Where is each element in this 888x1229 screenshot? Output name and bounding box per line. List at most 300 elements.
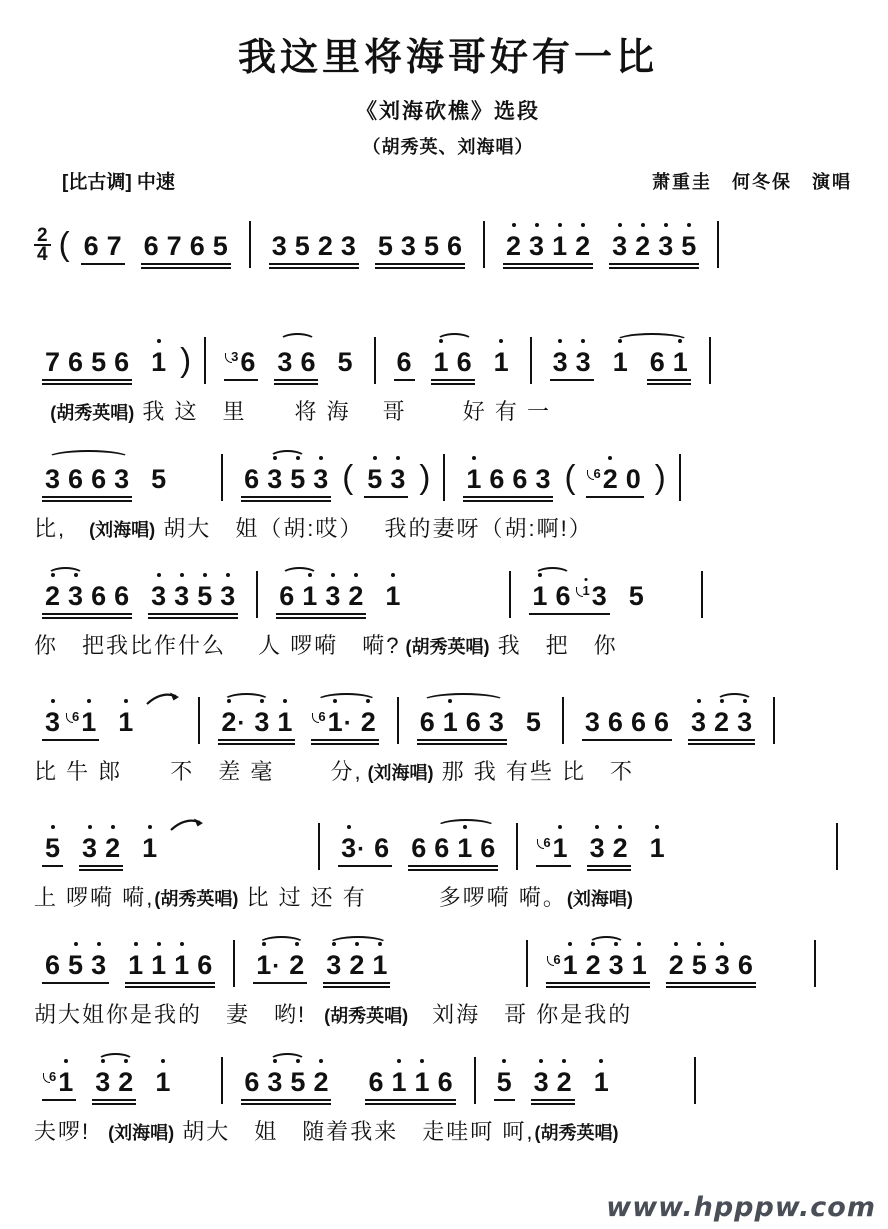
octave-dot [618,825,622,829]
beam-group [268,232,360,261]
note-digit: 3 [220,582,235,611]
score-system [34,546,862,661]
octave-dot [674,942,678,946]
note [68,708,96,737]
beam-group [41,708,100,737]
note [318,232,333,261]
note-digit: 2 [118,1068,133,1097]
note-digit: 3 [174,582,189,611]
octave-dot [697,699,701,703]
beam-line [125,982,215,984]
barline [233,940,235,987]
slur-arc [47,450,130,466]
parenthesis: ( [58,225,70,262]
note-digit: 5 [497,1068,512,1097]
note [190,232,205,261]
beam-group [80,232,126,261]
note [167,232,182,261]
note [420,708,435,737]
beam-line [536,865,570,867]
beam-group [138,834,161,863]
note [434,834,449,863]
note [434,348,449,377]
note-digit: 2 [714,708,729,737]
lyric-words: 胡大 姐（胡:哎） 我的妻呀（胡:啊!） [155,516,593,541]
note [613,348,628,377]
octave-dot [720,942,724,946]
note [341,232,356,261]
barline [679,454,681,501]
beam-line [148,617,238,619]
beam-line [92,1103,136,1105]
note [385,582,400,611]
note-digit: 6 [244,464,260,494]
octave-dot [558,825,562,829]
note-digit: 7 [45,347,61,377]
slur-arc [422,693,505,709]
note [658,232,673,261]
beam-group [333,348,356,377]
meta-row [34,167,862,194]
note [586,951,601,980]
slur-arc [615,333,689,349]
score-area [34,196,862,1147]
note-digit: 3 [82,834,97,863]
beam-line [463,500,553,502]
notes-row [34,1032,862,1110]
barline [516,823,518,870]
octave-dot [97,942,101,946]
note-digit: 6 [68,347,84,377]
note [289,951,304,980]
note-digit: 3 [488,707,504,737]
note [535,465,550,494]
slur-arc [436,333,473,349]
beam-group [223,348,259,377]
glissando-arrow-icon [144,688,184,713]
note [613,834,628,863]
singer-tag: (胡秀英唱) [306,1006,409,1026]
beam-line [375,263,465,265]
beam-group [147,348,170,377]
beam-group [322,951,391,980]
note-digit: 1 [594,1068,609,1097]
barline [474,1057,476,1104]
barline [717,221,719,268]
lyrics-line [34,884,862,913]
lyric-words: 比, [34,516,67,541]
note-digit: 1 [174,951,189,980]
beam-group [586,834,632,863]
barline [397,697,399,744]
note [325,582,340,611]
beam-line [92,1099,136,1101]
note-digit: 6 [368,1067,384,1097]
beam-line [666,982,756,984]
beam-line [417,739,507,741]
note-digit: 6 [607,707,623,737]
note-digit: 0 [625,464,641,494]
beam-group [114,708,137,737]
notes-row [34,196,862,274]
note [737,708,752,737]
note-digit: 1 [552,232,567,261]
beam-group [528,582,610,611]
note-digit: 1 [81,708,96,737]
note [118,1068,133,1097]
beam-line [338,865,392,867]
beam-line [666,986,756,988]
note-digit: 6 [189,231,205,261]
beam-group [416,708,508,737]
octave-dot [502,1059,506,1063]
note-digit: 3 [658,232,673,261]
beam-line [269,263,359,265]
barline [814,940,816,987]
note [497,1068,512,1097]
note [91,465,106,494]
lyrics-line [34,515,862,544]
note-digit: 6 [68,464,84,494]
note [128,951,143,980]
note [575,232,590,261]
note [367,465,382,494]
note-digit: 6 [653,707,669,737]
note [669,951,684,980]
note-digit: 3 [534,1068,549,1097]
note-digit: 5 [212,231,228,261]
note [378,232,393,261]
note-digit: 3 [590,834,605,863]
note-digit: 6 [83,231,99,261]
octave-dot [88,825,92,829]
barline [204,337,206,384]
note-digit: 6 [396,347,412,377]
beam-line [141,267,231,269]
note [673,348,688,377]
beam-line [125,986,215,988]
note [738,951,753,980]
beam-group [363,465,409,494]
beam-group [646,348,692,377]
note-digit: 5 [681,232,696,261]
note-digit: 3 [576,348,591,377]
beam-group [41,1068,77,1097]
beam-line [241,496,331,498]
note-digit: 3 [326,951,341,980]
notes-row [34,312,862,390]
barline [773,697,775,744]
note-digit: 2 [45,582,60,611]
note-digit: 2 [289,951,304,980]
note-digit: 3 [691,708,706,737]
grace-note: 6 [593,466,601,481]
note-digit: 5 [337,347,353,377]
note-digit: 5 [367,465,382,494]
note-digit: 3 [95,1068,110,1097]
barline [443,454,445,501]
barline [221,454,223,501]
note-digit: 3 [584,707,600,737]
octave-dot [74,942,78,946]
beam-line [269,267,359,269]
note [349,951,364,980]
note [45,834,60,863]
note [220,582,235,611]
note-digit: 6 [279,581,295,611]
note [489,708,504,737]
notes-row [34,663,862,750]
note [539,834,567,863]
parenthesis: ) [654,458,666,495]
notes-row [34,789,862,876]
beam-group [407,834,499,863]
singer-tag: (刘海唱) [66,520,156,540]
note [361,708,376,737]
slur-arc [269,450,306,466]
note [681,232,696,261]
note [348,582,363,611]
note [244,465,259,494]
grace-note: 3 [231,349,239,364]
note [68,951,83,980]
note [295,232,310,261]
octave-dot [373,456,377,460]
beam-line [365,1099,455,1101]
octave-dot [664,223,668,227]
beam-group [646,834,669,863]
note [443,708,458,737]
note [397,348,412,377]
note [553,348,568,377]
note [692,951,707,980]
beam-group [625,582,648,611]
note-digit: 1 [151,348,166,377]
note [650,834,665,863]
note-digit: 1 [302,582,317,611]
note-digit: 3 [271,231,287,261]
beam-line [42,1099,76,1101]
note [174,951,189,980]
beam-line [218,739,295,741]
note [506,232,521,261]
beam-group [275,582,367,611]
beam-line [42,383,132,385]
note [151,951,166,980]
grace-note: 6 [318,709,326,724]
note-digit: 6 [737,950,753,980]
beam-line [365,1103,455,1105]
beam-line [609,267,699,269]
beam-group [462,465,554,494]
note [221,708,246,737]
lyric-words: 上 啰嗬 嗬, [34,885,155,910]
note [714,708,729,737]
lyrics-line [34,282,862,310]
note-digit: 3 [151,582,166,611]
beam-line [408,869,498,871]
note-digit: 2 [613,834,628,863]
lyric-words: 我 这 里 将 海 哥 好 有 一 [134,399,552,424]
slur-arc [328,936,388,952]
octave-dot [558,339,562,343]
note [213,232,228,261]
beam-group [585,465,644,494]
note [45,348,60,377]
note-digit: 6 [555,581,571,611]
note-digit: 3 [390,465,405,494]
beam-line [586,496,643,498]
beam-group [337,834,393,863]
beam-group [490,348,513,377]
opera-excerpt-subtitle: 《刘海砍樵》选段 [356,100,540,123]
beam-line [408,865,498,867]
note-digit: 2 [586,951,601,980]
note-digit: 6 [244,1067,260,1097]
note [174,582,189,611]
singer-tag: (胡秀英唱) [50,403,135,423]
note-digit: 1 [372,951,387,980]
score-system [34,429,862,544]
note [290,465,305,494]
note-digit: 2 [349,951,364,980]
note-digit: 2 [635,232,650,261]
beam-group [140,232,232,261]
octave-dot [64,1059,68,1063]
note-digit: 3 [68,582,83,611]
note-digit: 6 [512,464,528,494]
note [424,232,439,261]
note [635,232,650,261]
lyric-words: 胡大 姐 随着我来 走哇呵 呵, [174,1119,535,1144]
tempo-marking: [比古调] 中速 [62,172,175,193]
notes-row [34,429,862,507]
note-digit: 6 [480,833,496,863]
note [82,834,97,863]
note [489,465,504,494]
octave-dot [391,573,395,577]
note-digit: 6 [114,347,130,377]
beam-group [502,232,594,261]
note [313,465,328,494]
note-digit: 5 [692,951,707,980]
note-digit: 6 [300,347,316,377]
note [612,232,627,261]
note-digit: 5 [68,951,83,980]
note-digit: 1 [632,951,647,980]
barline [256,571,258,618]
note [254,708,269,737]
note-digit: 1 [443,708,458,737]
note-digit: 2 [348,582,363,611]
note [105,834,120,863]
slur-arc [223,693,270,709]
octave-dot [157,573,161,577]
note-digit: 2 [669,951,684,980]
note-digit: 7 [106,231,122,261]
note [557,1068,572,1097]
beam-group [240,1068,332,1097]
note-digit: 3 [609,951,624,980]
grace-note: 1 [582,584,589,597]
note-digit: 5 [290,465,305,494]
octave-dot [203,573,207,577]
note [114,348,129,377]
barline [509,571,511,618]
note [466,465,481,494]
beam-line [394,379,415,381]
octave-dot [558,223,562,227]
slur-arc [47,567,84,583]
note-digit: 2 [221,708,236,737]
parenthesis: ( [564,458,576,495]
octave-dot [581,223,585,227]
note [372,951,387,980]
score-system [34,196,862,310]
note-digit: 1 [494,348,509,377]
beam-line [531,1099,575,1101]
beam-group [545,951,650,980]
note-digit: 5 [91,347,107,377]
octave-dot [319,456,323,460]
note-digit: 6 [489,464,505,494]
barline [530,337,532,384]
note [197,582,212,611]
note-digit: 6 [143,231,159,261]
lyric-words: 你 把我比作什么 人 啰嗬 嗬? [34,633,401,658]
singer-tag: (刘海唱) [90,1123,175,1143]
note [45,1068,73,1097]
note [526,708,541,737]
octave-dot [180,942,184,946]
beam-line [647,379,691,381]
octave-dot [51,699,55,703]
note-digit: 6 [240,347,256,377]
beam-group [364,1068,456,1097]
augmentation-dot: · [272,953,281,980]
note [578,582,606,611]
performers-credit: 萧重圭 何冬保 演唱 [652,172,852,192]
beam-group [41,582,133,611]
lyric-words: 比 过 还 有 多啰嗬 嗬。 [238,885,567,910]
note [45,465,60,494]
note-digit: 1 [58,1068,73,1097]
note-digit: 5 [45,834,60,863]
lyric-words: 刘海 哥 你是我的 [408,1002,633,1027]
beam-line [364,496,408,498]
note-digit: 6 [437,1067,453,1097]
slur-arc [279,333,316,349]
note [91,951,106,980]
singer-tag: (胡秀英唱) [400,637,490,657]
note-digit: 3 [277,347,293,377]
beam-line [550,379,594,381]
note-digit: 6 [630,707,646,737]
note [244,1068,259,1097]
note-digit: 3 [313,465,328,494]
note-digit: 1 [256,951,271,980]
slur-arc [269,1053,306,1069]
note [534,1068,549,1097]
score-system [34,1032,862,1147]
note-digit: 6 [446,231,463,261]
note-digit: 2 [557,1068,572,1097]
singer-tag: (刘海唱) [566,889,633,909]
note [390,465,405,494]
octave-dot [420,1059,424,1063]
beam-group [78,834,124,863]
beam-group [493,1068,516,1097]
